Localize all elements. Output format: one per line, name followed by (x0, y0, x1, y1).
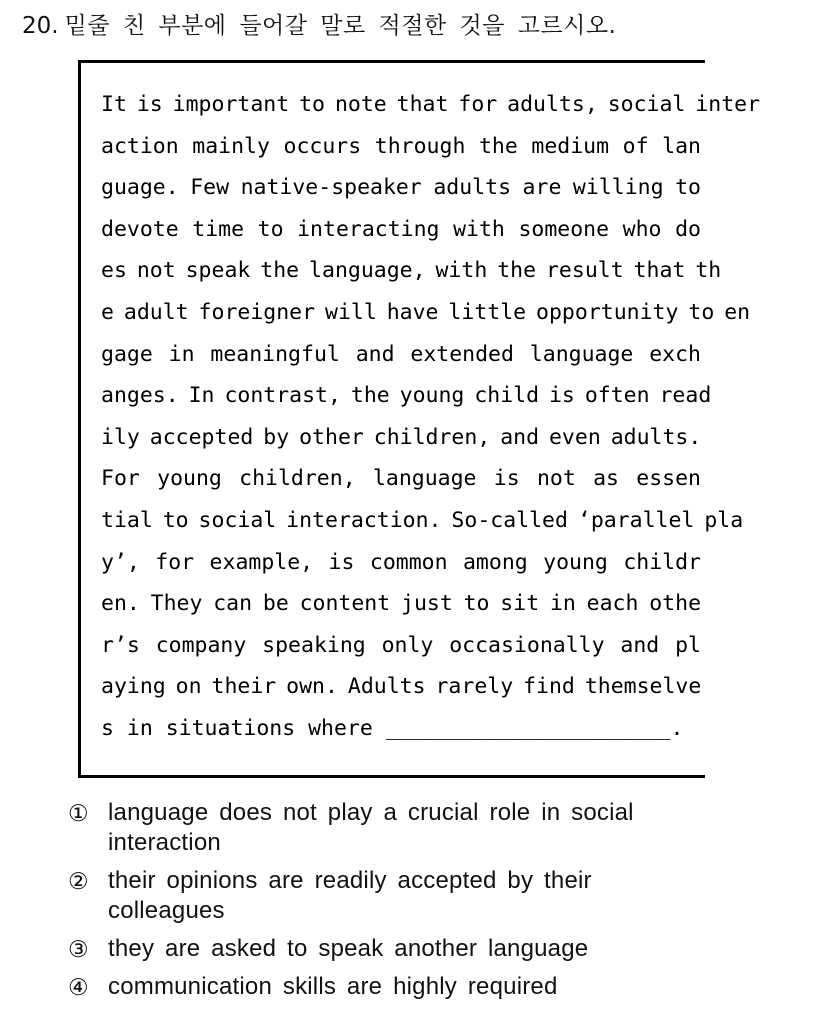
choice-marker-2: ② (68, 868, 89, 894)
choice-line: their opinions are readily accepted by their (108, 867, 592, 894)
passage-line: guage. Few native-speaker adults are willing to (101, 175, 701, 201)
passage-line: e adult foreigner will have little opportunity to en (101, 299, 751, 325)
question-prompt: 밑줄 친 부분에 들어갈 말로 적절한 것을 고르시오. (64, 13, 617, 39)
choice-option-3[interactable] (68, 934, 768, 964)
passage-line: tial to social interaction. So-called ‘parallel pla (101, 507, 744, 533)
choice-option-1[interactable] (68, 798, 768, 858)
question-number: 20. (22, 13, 59, 39)
choice-text-2 (108, 866, 768, 926)
choice-marker-4: ④ (68, 974, 89, 1000)
choice-text-3 (108, 934, 768, 964)
passage-line-with-blank: s in situations where ______________________. (101, 715, 684, 741)
choice-option-2[interactable] (68, 866, 768, 926)
passage-line: action mainly occurs through the medium of lan (101, 133, 701, 159)
choice-option-4[interactable] (68, 972, 768, 1002)
answer-choices (68, 798, 768, 1010)
choice-marker-3: ③ (68, 936, 89, 962)
choice-text-4 (108, 972, 768, 1002)
choice-line: they are asked to speak another language (108, 935, 589, 962)
passage-line: For young children, language is not as essen (101, 466, 701, 492)
passage-line: y’, for example, is common among young childr (101, 549, 701, 575)
passage-box (78, 60, 761, 778)
choice-line: communication skills are highly required (108, 973, 558, 1000)
question-header (22, 11, 616, 41)
passage-line: aying on their own. Adults rarely find themselve (101, 674, 702, 700)
passage-line: anges. In contrast, the young child is often read (101, 383, 712, 409)
choice-line: colleagues (108, 897, 225, 924)
passage-line: en. They can be content just to sit in each othe (101, 591, 702, 617)
passage-line: devote time to interacting with someone who do (101, 216, 701, 242)
passage-line: ily accepted by other children, and even adults. (101, 424, 702, 450)
choice-text-1 (108, 798, 768, 858)
passage-line: es not speak the language, with the result that th (101, 258, 722, 284)
choice-line: interaction (108, 829, 221, 856)
passage-line: It is important to note that for adults, social inter (101, 92, 761, 117)
passage-line: r’s company speaking only occasionally and pl (101, 632, 702, 658)
choice-line: language does not play a crucial role in social (108, 799, 634, 826)
passage-text (101, 84, 761, 750)
passage-line: gage in meaningful and extended language exch (101, 341, 702, 367)
choice-marker-1: ① (68, 800, 89, 826)
